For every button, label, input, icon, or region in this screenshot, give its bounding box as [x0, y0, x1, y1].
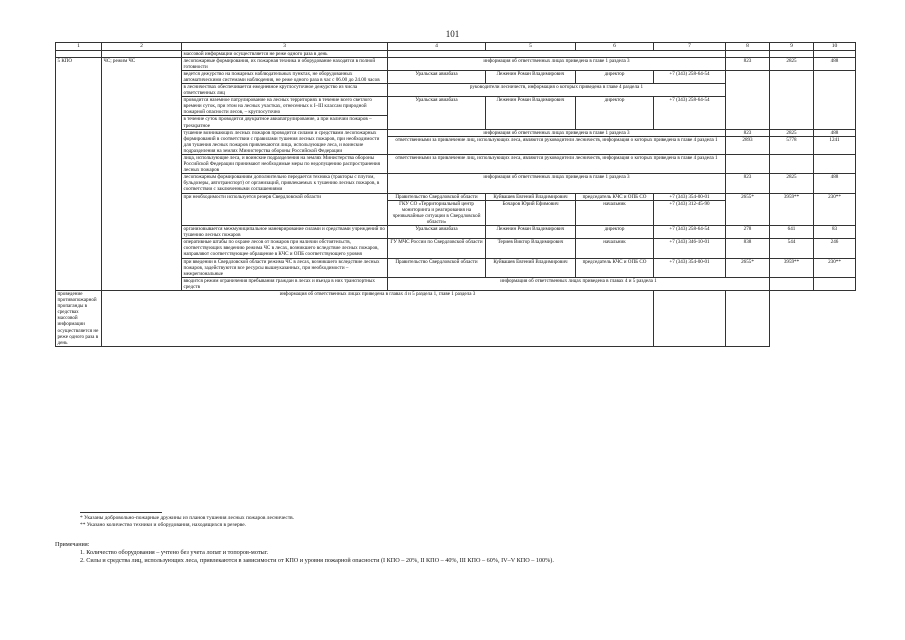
- measure-cell: оперативные штабы по охране лесов от пожаров при наличии обстоятельств, соответствующих введению режима ЧС в лесах, возникшего вследствие лесных пожаров, направляют соответствующее обращение в КЧС и ОПБ соответствующего уровня: [182, 239, 388, 258]
- measure-cell: проводится наземное патрулирование на лесных территориях в течение всего светлого времени суток, при этом на лесных участках, отнесенных к I–III классам природной пожарной опасности лесов, – круглосуточно: [182, 97, 388, 116]
- table-row: [56, 57, 856, 70]
- measure-cell: проведение противопожарной пропаганды в средствах массовой информации осуществляется не реже одного раза в день: [56, 290, 102, 346]
- count-value: 1241: [829, 136, 840, 143]
- footnotes: [80, 512, 294, 529]
- person-cell: Леженин Роман Владимирович: [486, 226, 576, 239]
- measure-cell: тушение возникающих лесных пожаров проводится силами и средствами лесопожарных формирований в соответствии с правилами тушения лесных пожаров, при необходимости для тушения лесных пожаров привлекаются лица, использующие леса, и воинские подразделения на землях Министерства обороны Российской Федерации: [182, 129, 388, 154]
- organization-cell: ГУ МЧС России по Свердловской области: [388, 239, 486, 258]
- organization-cell: Уральская авиабаза: [388, 226, 486, 239]
- organization-cell: Уральская авиабаза: [388, 70, 486, 83]
- count-cell: 3959**: [770, 193, 814, 225]
- person-cell: Куйвашев Евгений Владимирович: [486, 193, 576, 200]
- count-cell: [770, 70, 814, 129]
- responsible-merged-cell: информация об ответственных лицах приведена в главах 4 и 5 раздела 1, главе 1 раздела 3: [102, 290, 654, 346]
- count-cell: 230**: [814, 258, 856, 277]
- responsible-line: информация об ответственных лицах приведена в главе 1 раздела 3: [388, 130, 725, 137]
- responsible-merged-cell: [388, 129, 726, 154]
- responsible-merged-cell: информация об ответственных лицах приведена в главе 1 раздела 3: [388, 174, 726, 193]
- count-cell: 2825: [770, 57, 814, 70]
- position-cell: председатель КЧС и ОПБ СО: [576, 193, 654, 200]
- phone-cell: +7 (343) 346-10-01: [654, 239, 726, 258]
- responsible-merged-cell: руководители лесничеств, информация о которых приведена в главе 4 раздела 1: [388, 83, 726, 96]
- measure-cell: массовой информации осуществляется не реже одного раза в день: [182, 50, 388, 57]
- count-value: 5778: [786, 136, 797, 143]
- count-value: 488: [814, 130, 855, 137]
- measure-cell: в течение суток проводится двукратное авиапатрулирование, а при наличии пожаров – трехкратное: [182, 116, 388, 129]
- table-row: [56, 290, 856, 346]
- measure-cell: ведется дежурство на пожарных наблюдательных пунктах, не оборудованных автоматическими системами наблюдения, не реже одного раза в час с 06.00 до 24.00 часов: [182, 70, 388, 83]
- phone-cell: +7 (343) 354-00-01: [654, 258, 726, 277]
- position-cell: директор: [576, 226, 654, 239]
- phone-cell: +7 (343) 258-64-54: [654, 97, 726, 129]
- count-cell: 823: [726, 57, 770, 70]
- count-cell: [814, 50, 856, 57]
- count-cell: 83: [814, 226, 856, 239]
- position-cell: председатель КЧС и ОПБ СО: [576, 258, 654, 277]
- notes: [55, 541, 554, 565]
- fire-plan-table: [55, 42, 856, 347]
- measure-cell: организовывается межмуниципальное маневрирование силами и средствами учреждений по тушению лесных пожаров: [182, 226, 388, 239]
- notes-title: Примечания:: [55, 541, 90, 548]
- count-cell: [814, 155, 856, 174]
- responsible-merged-cell: ответственными за привлечение лиц, использующих леса, являются руководители лесничеств, информация о которых приведена в главе 4 раздела 1: [388, 155, 726, 174]
- position-cell: начальник: [576, 200, 654, 225]
- organization-cell: Правительство Свердловской области: [388, 193, 486, 200]
- count-cell: [814, 129, 856, 154]
- count-cell: 246: [814, 239, 856, 258]
- note-item: 2. Силы и средства лиц, использующих леса, привлекаются в зависимости от КПО и уровня пожарной опасности (I КПО – 20%, II КПО – 40%, III КПО – 60%, IV–V КПО – 100%).: [80, 557, 554, 564]
- measure-cell: лесопожарным формированиям дополнительно передается техника (тракторы с плугом, бульдозеры, автотранспорт) от организаций, привлекаемых к тушению лесных пожаров, в соответствии с заключенными соглашениями: [182, 174, 388, 193]
- page-number: 101: [445, 29, 460, 39]
- column-number: 10: [814, 43, 856, 51]
- count-cell: [726, 290, 770, 346]
- count-cell: 2655*: [726, 258, 770, 277]
- person-cell: Леженин Роман Владимирович: [486, 97, 576, 129]
- measure-cell: в лесничествах обеспечивается ежедневное круглосуточное дежурство из числа ответственных лиц: [182, 83, 388, 96]
- column-number: 9: [770, 43, 814, 51]
- measure-cell: при необходимости используется резерв Свердловской области: [182, 193, 388, 225]
- measure-cell: вводится режим ограничения пребывания граждан в лесах и въезда в них транспортных средств: [182, 277, 388, 290]
- regime-cell: ЧС; режим ЧС: [102, 57, 182, 290]
- regime-cell: [102, 50, 182, 57]
- count-cell: [726, 50, 770, 57]
- kpo-cell: [56, 50, 102, 57]
- phone-cell: +7 (343) 354-00-01: [654, 193, 726, 200]
- position-cell: директор: [576, 97, 654, 129]
- phone-cell: +7 (343) 312-45-90: [654, 200, 726, 225]
- measure-cell: лица, использующие леса, и воинские подразделения на землях Министерства обороны Российской Федерации принимают необходимые меры по недопущению распространения лесных пожаров: [182, 155, 388, 174]
- count-value: 2893: [742, 136, 753, 143]
- count-cell: [814, 70, 856, 129]
- count-cell: 2655*: [726, 193, 770, 225]
- column-number: 6: [576, 43, 654, 51]
- note-item: 1. Количество оборудования – учтено без учета лопат и топоров-мотыг.: [80, 549, 269, 556]
- measure-cell: лесопожарные формирования, их пожарная техника и оборудование находятся в полной готовности: [182, 57, 388, 70]
- measure-cell: при введении в Свердловской области режима ЧС в лесах, возникшего вследствие лесных пожаров, задействуются все ресурсы вышеуказанных, при необходимости – межрегиональные: [182, 258, 388, 277]
- count-cell: 278: [726, 226, 770, 239]
- count-value: 2825: [770, 130, 813, 137]
- count-cell: [726, 155, 770, 174]
- responsible-cell: [388, 50, 726, 57]
- column-number-row: [56, 43, 856, 51]
- organization-cell: Уральская авиабаза: [388, 97, 486, 129]
- person-cell: Куйвашев Евгений Владимирович: [486, 258, 576, 277]
- kpo-cell: 5 КПО: [56, 57, 102, 290]
- count-cell: 230**: [814, 193, 856, 225]
- organization-cell: Правительство Свердловской области: [388, 258, 486, 277]
- column-number: 8: [726, 43, 770, 51]
- count-cell: [770, 50, 814, 57]
- responsible-merged-cell: информация об ответственных лицах приведена в главе 1 раздела 3: [388, 57, 726, 70]
- count-cell: 3959**: [770, 258, 814, 277]
- responsible-line: ответственными за привлечение лиц, использующих леса, являются руководители лесничеств, информация о которых приведена в главе 4 раздела 1: [395, 136, 718, 143]
- count-cell: [770, 155, 814, 174]
- count-cell: [770, 277, 814, 290]
- responsible-merged-cell: информация об ответственных лицах приведена в главах 4 и 5 раздела 1: [388, 277, 770, 290]
- count-cell: [726, 129, 770, 154]
- count-cell: [654, 290, 726, 346]
- column-number: 4: [388, 43, 486, 51]
- footnote-divider: [80, 512, 162, 513]
- footnote: * Указаны добровольно-пожарные дружины из планов тушения лесных пожаров лесничеств.: [80, 515, 295, 521]
- count-cell: 641: [770, 226, 814, 239]
- count-cell: 823: [726, 174, 770, 193]
- column-number: 2: [102, 43, 182, 51]
- phone-cell: +7 (343) 258-64-54: [654, 70, 726, 83]
- count-value: 823: [726, 130, 769, 137]
- position-cell: директор: [576, 70, 654, 83]
- person-cell: Бочаров Юрий Ефимович: [486, 200, 576, 225]
- footnote: ** Указано количество техники и оборудования, находящихся в резерве.: [80, 521, 246, 528]
- column-number: 7: [654, 43, 726, 51]
- table-row: [56, 50, 856, 57]
- count-cell: 488: [814, 57, 856, 70]
- column-number: 1: [56, 43, 102, 51]
- column-number: 5: [486, 43, 576, 51]
- organization-cell: ГКУ СО «Территориальный центр мониторинга и реагирования на чрезвычайные ситуации в Свердловской области»: [388, 200, 486, 225]
- person-cell: Териев Виктор Владимирович: [486, 239, 576, 258]
- person-cell: Леженин Роман Владимирович: [486, 70, 576, 83]
- phone-cell: +7 (343) 258-64-54: [654, 226, 726, 239]
- count-cell: 488: [814, 174, 856, 193]
- column-number: 3: [182, 43, 388, 51]
- count-cell: 2825: [770, 174, 814, 193]
- position-cell: начальник: [576, 239, 654, 258]
- count-cell: [814, 277, 856, 290]
- count-cell: [770, 129, 814, 154]
- count-cell: [726, 70, 770, 129]
- count-cell: 544: [770, 239, 814, 258]
- count-cell: 838: [726, 239, 770, 258]
